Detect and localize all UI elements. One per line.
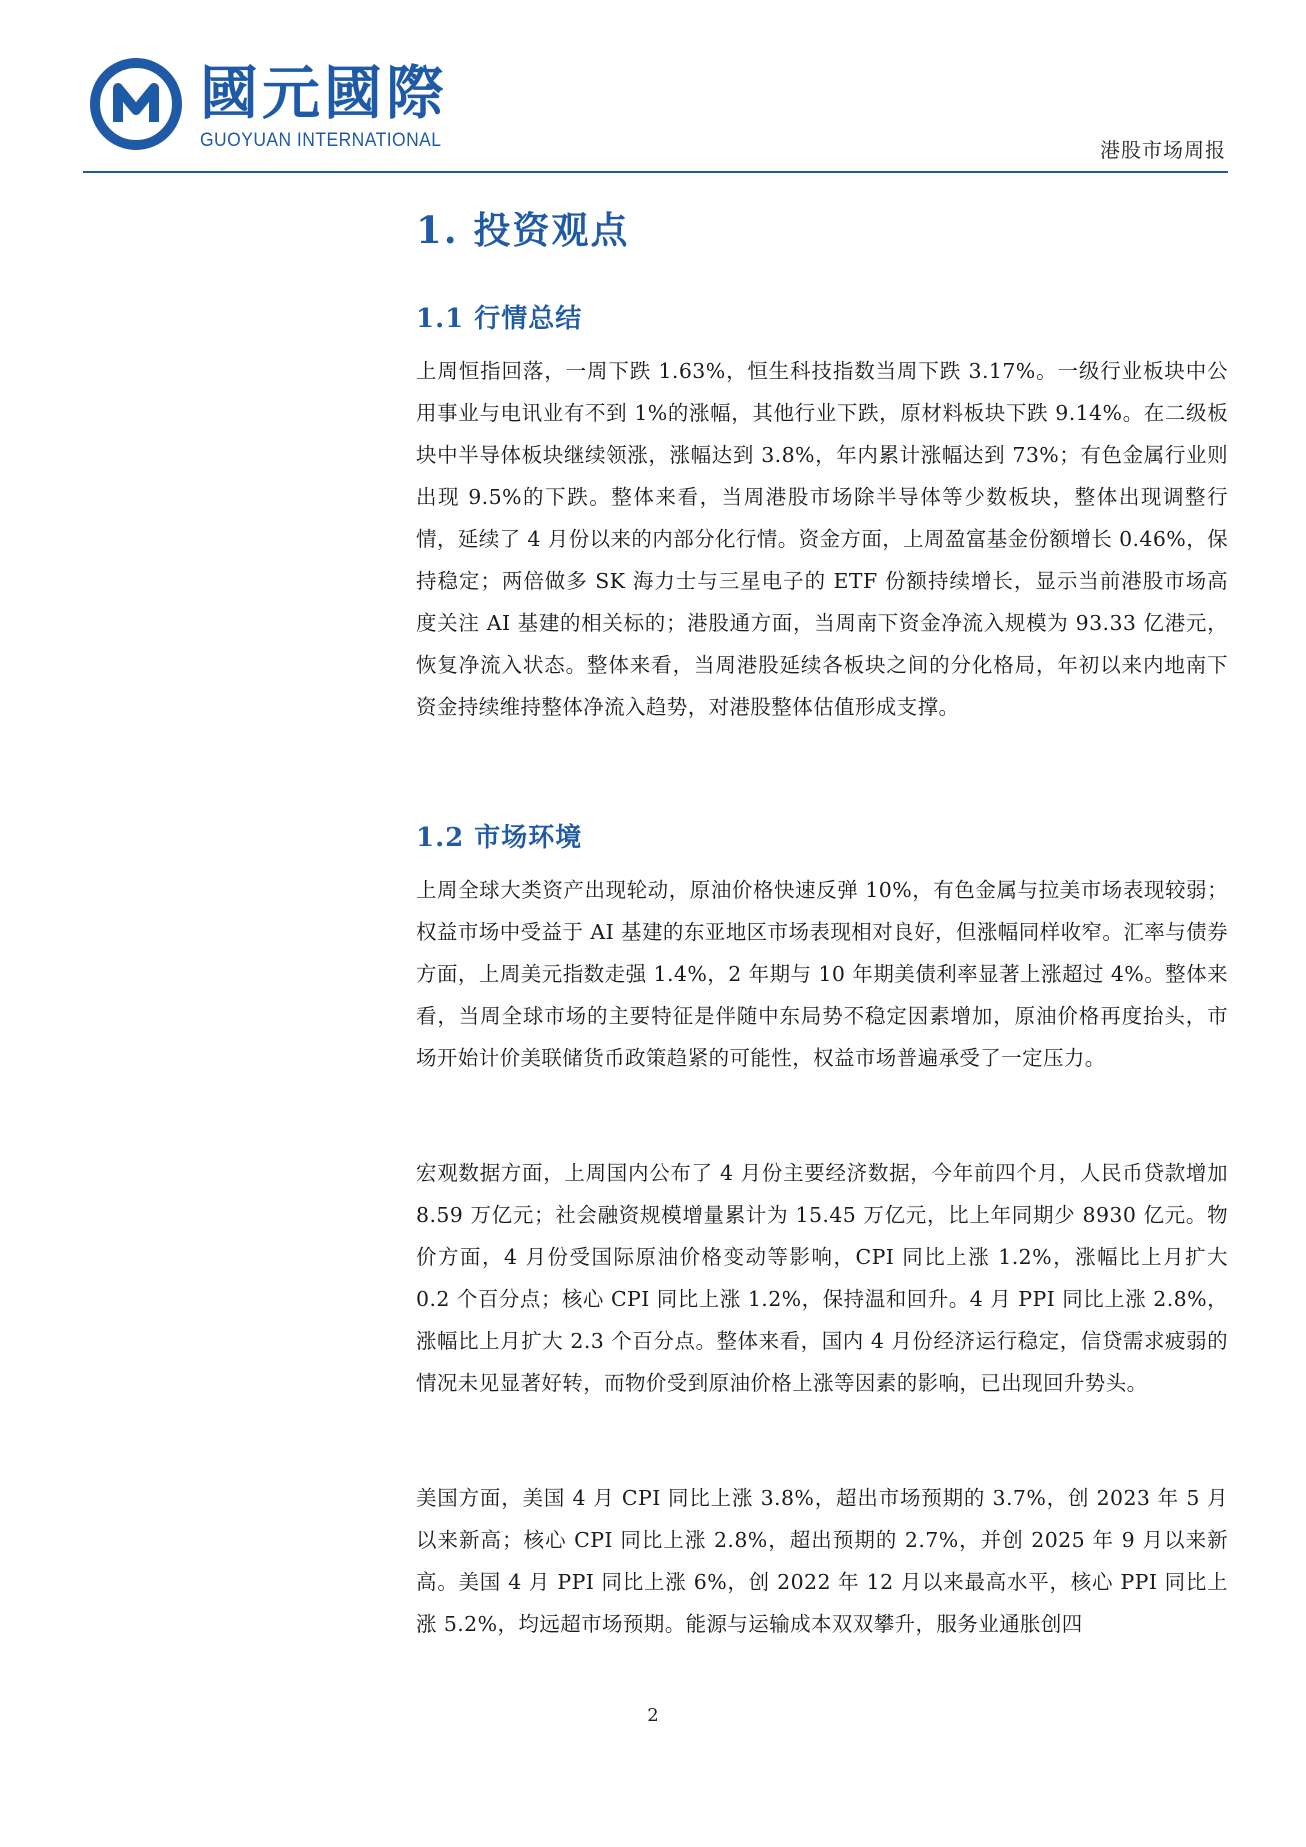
section-1-heading: 1. 投资观点 bbox=[416, 208, 630, 252]
logo-chinese-name: 國元國際 bbox=[200, 59, 449, 127]
page-number: 2 bbox=[647, 1705, 659, 1726]
section-1-2-heading: 1.2 市场环境 bbox=[416, 823, 583, 853]
domestic-macro-paragraph: 宏观数据方面，上周国内公布了 4 月份主要经济数据，今年前四个月，人民币贷款增加 8.59 万亿元；社会融资规模增量累计为 15.45 万亿元，比上年同期少 8930 亿元。物价方面，4 月份受国际原油价格变动等影响，CPI 同比上涨 1.2%，涨幅比上月扩大 0.2 个百分点；核心 CPI 同比上涨 1.2%，保持温和回升。4 月 PPI 同比上涨 2.8%，涨幅比上月扩大 2.3 个百分点。整体来看，国内 4 月份经济运行稳定，信贷需求疲弱的情况未见显著好转，而物价受到原油价格上涨等因素的影响，已出现回升势头。 bbox=[416, 1161, 1228, 1395]
header-divider bbox=[83, 171, 1228, 173]
us-macro-paragraph: 美国方面，美国 4 月 CPI 同比上涨 3.8%，超出市场预期的 3.7%，创 2023 年 5 月以来新高；核心 CPI 同比上涨 2.8%，超出预期的 2.7%，并创 2025 年 9 月以来新高。美国 4 月 PPI 同比上涨 6%，创 2022 年 12 月以来最高水平，核心 PPI 同比上涨 5.2%，均远超市场预期。能源与运输成本双双攀升，服务业通胀创四 bbox=[416, 1486, 1228, 1636]
guoyuan-logo-icon bbox=[90, 58, 182, 150]
global-assets-paragraph: 上周全球大类资产出现轮动，原油价格快速反弹 10%，有色金属与拉美市场表现较弱；权益市场中受益于 AI 基建的东亚地区市场表现相对良好，但涨幅同样收窄。汇率与债券方面，上周美元指数走强 1.4%，2 年期与 10 年期美债利率显著上涨超过 4%。整体来看，当周全球市场的主要特征是伴随中东局势不稳定因素增加，原油价格再度抬头，市场开始计价美联储货币政策趋紧的可能性，权益市场普遍承受了一定压力。 bbox=[416, 878, 1228, 1070]
report-type-label: 港股市场周报 bbox=[1100, 138, 1226, 162]
market-summary-paragraph: 上周恒指回落，一周下跌 1.63%，恒生科技指数当周下跌 3.17%。一级行业板块中公用事业与电讯业有不到 1%的涨幅，其他行业下跌，原材料板块下跌 9.14%。在二级板块中半导体板块继续领涨，涨幅达到 3.8%，年内累计涨幅达到 73%；有色金属行业则出现 9.5%的下跌。整体来看，当周港股市场除半导体等少数板块，整体出现调整行情，延续了 4 月份以来的内部分化行情。资金方面，上周盈富基金份额增长 0.46%，保持稳定；两倍做多 SK 海力士与三星电子的 ETF 份额持续增长，显示当前港股市场高度关注 AI 基建的相关标的；港股通方面，当周南下资金净流入规模为 93.33 亿港元，恢复净流入状态。整体来看，当周港股延续各板块之间的分化格局，年初以来内地南下资金持续维持整体净流入趋势，对港股整体估值形成支撑。 bbox=[416, 359, 1228, 719]
logo-english-name: GUOYUAN INTERNATIONAL bbox=[200, 130, 442, 151]
section-1-1-heading: 1.1 行情总结 bbox=[416, 304, 583, 334]
page-header bbox=[0, 0, 1306, 180]
